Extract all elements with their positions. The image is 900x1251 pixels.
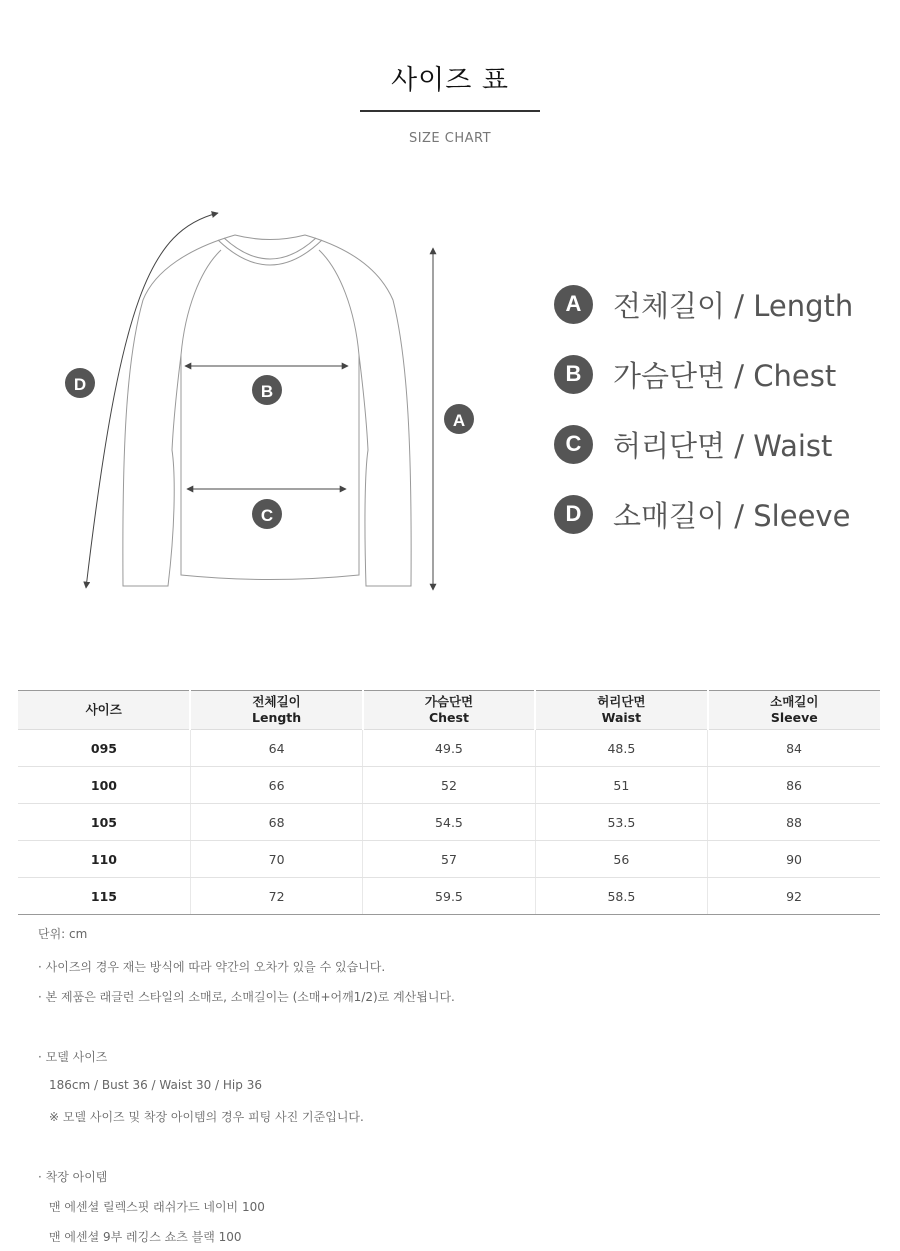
badge-c-letter: C bbox=[260, 506, 274, 525]
legend-item-chest bbox=[554, 354, 853, 394]
header-chest-en: Chest bbox=[428, 710, 469, 725]
badge-d bbox=[65, 368, 95, 398]
worn-item: 맨 에센셜 9부 레깅스 쇼츠 블랙 100 bbox=[49, 1230, 242, 1244]
size-cell: 095 bbox=[18, 730, 190, 767]
legend-label-waist: 허리단면 / Waist bbox=[613, 428, 833, 463]
model-size-heading: · 모델 사이즈 bbox=[38, 1050, 108, 1064]
worn-item: 맨 에센셜 릴렉스핏 래쉬가드 네이비 100 bbox=[49, 1200, 265, 1214]
badge-b bbox=[252, 375, 282, 405]
legend-badge-a: A bbox=[554, 285, 593, 324]
worn-items-heading: · 착장 아이템 bbox=[38, 1170, 108, 1184]
chest-cell: 54.5 bbox=[363, 804, 535, 841]
shirt-outline bbox=[123, 235, 411, 586]
length-cell: 70 bbox=[190, 841, 362, 878]
legend-item-length bbox=[554, 284, 853, 324]
sleeve-cell: 84 bbox=[708, 730, 880, 767]
unit-note: 단위: cm bbox=[38, 927, 88, 941]
legend-label-sleeve: 소매길이 / Sleeve bbox=[613, 498, 851, 533]
size-table bbox=[18, 690, 880, 915]
header-waist bbox=[535, 691, 707, 730]
page-subtitle: SIZE CHART bbox=[408, 131, 492, 146]
legend-label-length: 전체길이 / Length bbox=[613, 288, 854, 323]
legend-item-waist bbox=[554, 424, 853, 464]
badge-a bbox=[444, 404, 474, 434]
header-length-ko: 전체길이 bbox=[252, 694, 301, 709]
chest-cell: 57 bbox=[363, 841, 535, 878]
badge-a-letter: A bbox=[452, 411, 466, 430]
garment-diagram bbox=[0, 190, 520, 610]
chest-cell: 49.5 bbox=[363, 730, 535, 767]
size-cell: 115 bbox=[18, 878, 190, 915]
sleeve-arrow bbox=[86, 213, 218, 588]
legend-badge-b: B bbox=[554, 355, 593, 394]
waist-cell: 56 bbox=[535, 841, 707, 878]
legend-badge-c: C bbox=[554, 425, 593, 464]
legend-label-chest: 가슴단면 / Chest bbox=[613, 358, 837, 393]
shirt-body-outline bbox=[123, 235, 411, 586]
waist-cell: 48.5 bbox=[535, 730, 707, 767]
size-cell: 105 bbox=[18, 804, 190, 841]
table-row bbox=[18, 767, 880, 804]
length-cell: 66 bbox=[190, 767, 362, 804]
measurement-legend bbox=[554, 284, 853, 564]
waist-cell: 58.5 bbox=[535, 878, 707, 915]
header-length bbox=[190, 691, 362, 730]
chest-cell: 59.5 bbox=[363, 878, 535, 915]
page-title: 사이즈 표 bbox=[391, 65, 509, 96]
header-waist-en: Waist bbox=[601, 710, 642, 725]
header-waist-ko: 허리단면 bbox=[597, 694, 646, 709]
left-raglan-seam bbox=[181, 250, 221, 355]
badge-d-letter: D bbox=[73, 375, 87, 394]
header-length-en: Length bbox=[252, 710, 302, 725]
right-raglan-seam bbox=[319, 250, 359, 355]
header-size-ko: 사이즈 bbox=[85, 702, 122, 717]
table-row bbox=[18, 730, 880, 767]
length-cell: 72 bbox=[190, 878, 362, 915]
header-chest-ko: 가슴단면 bbox=[424, 694, 474, 709]
legend-badge-d: D bbox=[554, 495, 593, 534]
sleeve-cell: 88 bbox=[708, 804, 880, 841]
length-cell: 64 bbox=[190, 730, 362, 767]
table-row bbox=[18, 841, 880, 878]
waist-cell: 53.5 bbox=[535, 804, 707, 841]
sleeve-note: · 본 제품은 래글런 스타일의 소매로, 소매길이는 (소매+어깨1/2)로 계산됩니다. bbox=[38, 990, 455, 1004]
header-sleeve-ko: 소매길이 bbox=[770, 694, 819, 709]
sleeve-cell: 86 bbox=[708, 767, 880, 804]
measurement-note: · 사이즈의 경우 재는 방식에 따라 약간의 오차가 있을 수 있습니다. bbox=[38, 960, 386, 974]
badge-b-letter: B bbox=[260, 382, 274, 401]
header-size bbox=[18, 691, 190, 730]
waist-cell: 51 bbox=[535, 767, 707, 804]
size-cell: 100 bbox=[18, 767, 190, 804]
badge-c bbox=[252, 499, 282, 529]
table-row bbox=[18, 804, 880, 841]
sleeve-cell: 90 bbox=[708, 841, 880, 878]
chest-cell: 52 bbox=[363, 767, 535, 804]
collar-outer bbox=[218, 240, 322, 265]
header-chest bbox=[363, 691, 535, 730]
header-sleeve-en: Sleeve bbox=[770, 710, 818, 725]
legend-item-sleeve bbox=[554, 494, 853, 534]
model-size-value: 186cm / Bust 36 / Waist 30 / Hip 36 bbox=[49, 1078, 262, 1092]
sleeve-cell: 92 bbox=[708, 878, 880, 915]
title-divider bbox=[360, 110, 540, 112]
length-cell: 68 bbox=[190, 804, 362, 841]
table-header-row bbox=[18, 691, 880, 730]
header-sleeve bbox=[708, 691, 880, 730]
model-note: ※ 모델 사이즈 및 착장 아이템의 경우 피팅 사진 기준입니다. bbox=[49, 1110, 364, 1124]
size-cell: 110 bbox=[18, 841, 190, 878]
table-row bbox=[18, 878, 880, 915]
